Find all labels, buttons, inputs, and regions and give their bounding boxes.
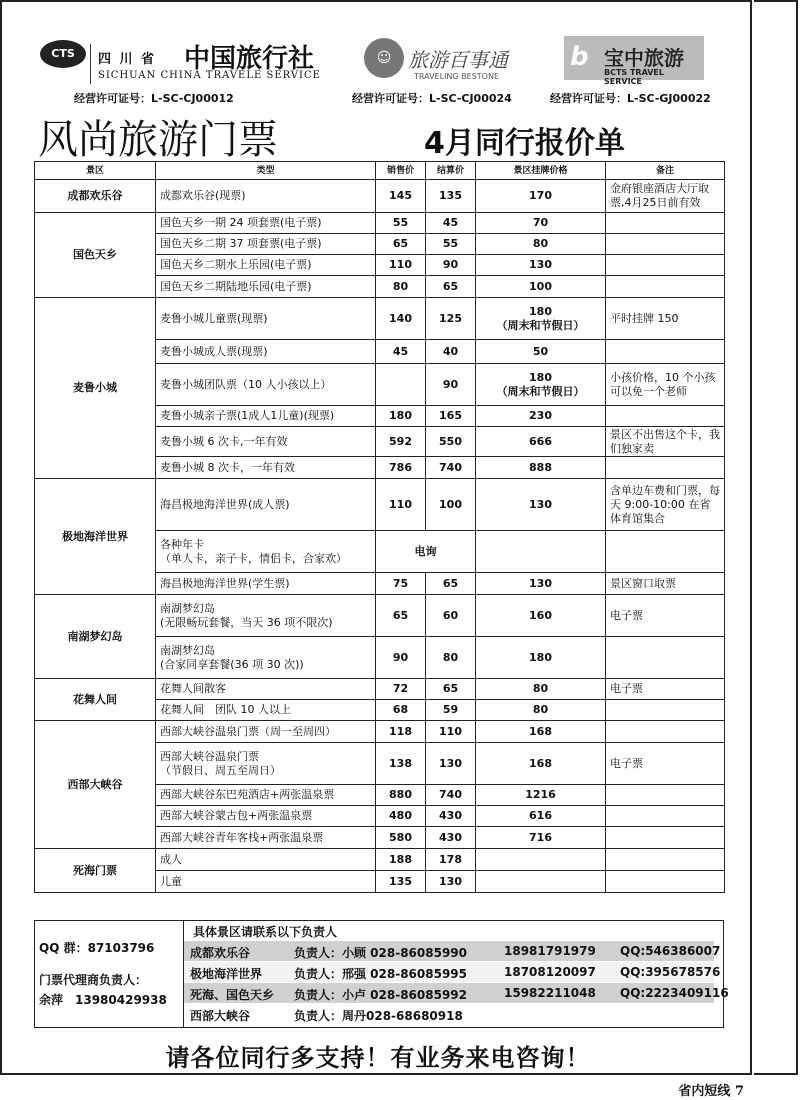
contact-row: 成都欢乐谷 负责人：小顾 028-86085990 18981791979 QQ:546386007 [184,941,714,961]
table-row: 死海门票 成人 188 178 [35,849,725,871]
contact-title: 具体景区请联系以下负责人 [193,925,338,939]
bcts-mark-icon: b [570,42,589,72]
table-row: 西部大峡谷温泉门票 （节假日、周五至周日） 138 130 168 电子票 [35,743,725,785]
agent-contact: 余萍 13980429938 [39,993,167,1007]
price-table [34,161,725,893]
scenic-cell: 花舞人间 [35,679,156,721]
header [34,12,734,104]
bestone-name: 旅游百事通 [408,48,508,72]
table-row: 海昌极地海洋世界(学生票) 75 65 130 景区窗口取票 [35,573,725,595]
table-row: 西部大峡谷 西部大峡谷温泉门票（周一至周四） 118 110 168 [35,721,725,743]
table-row: 西部大峡谷东巴苑酒店+两张温泉票 880 740 1216 [35,785,725,806]
slogan: 请各位同行多支持！有业务来电咨询！ [165,1044,591,1072]
scenic-cell: 极地海洋世界 [35,479,156,595]
title-row [34,108,724,163]
scenic-cell: 南湖梦幻岛 [35,595,156,679]
bestone-mascot-icon: ☺ [364,38,404,78]
cts-logo [34,12,334,82]
col-scenic: 景区 [35,162,156,180]
table-row: 麦鲁小城 6 次卡,一年有效 592 550 666 景区不出售这个卡，我们独家卖 [35,427,725,457]
table-row: 南湖梦幻岛 南湖梦幻岛 (无限畅玩套餐，当天 36 项不限次) 65 60 160 电子票 [35,595,725,637]
table-row: 西部大峡谷青年客栈+两张温泉票 580 430 716 [35,827,725,849]
table-row: 儿童 135 130 [35,871,725,893]
table-row: 麦鲁小城团队票（10 人小孩以上） 90 180 （周末和节假日） 小孩价格，10 个小孩可以免一个老师 [35,364,725,406]
bcts-logo [564,12,734,86]
table-row: 成都欢乐谷 成都欢乐谷(现票) 145 135 170 金府银座酒店大厅取票,4月25日前有效 [35,180,725,213]
bcts-name: 宝中旅游 [604,46,684,70]
table-row: 各种年卡 （单人卡，亲子卡，情侣卡，合家欢） 电询 [35,531,725,573]
contact-row: 西部大峡谷 负责人：周丹028-68680918 [190,1009,463,1023]
scenic-cell: 西部大峡谷 [35,721,156,849]
bestone-logo [364,12,544,82]
table-row: 麦鲁小城 8 次卡，一年有效 786 740 888 [35,457,725,479]
table-row: 麦鲁小城 麦鲁小城儿童票(现票) 140 125 180 （周末和节假日） 平时挂牌 150 [35,298,725,340]
scenic-cell: 成都欢乐谷 [35,180,156,213]
contact-row: 死海、国色天乡 负责人：小卢 028-86085992 15982211048 QQ:2223409116 [184,983,714,1003]
qq-group: QQ 群：87103796 [39,941,155,955]
table-row: 国色天乡二期水上乐园(电子票) 110 90 130 [35,255,725,276]
bestone-en-name: TRAVELING BESTONE [414,72,499,81]
table-row: 花舞人间 团队 10 人以上 68 59 80 [35,700,725,721]
table-row: 麦鲁小城亲子票(1成人1儿童)(现票) 180 165 230 [35,406,725,427]
agent-title: 门票代理商负责人： [39,973,148,987]
table-row: 花舞人间 花舞人间散客 72 65 80 电子票 [35,679,725,700]
cts-emblem-icon: CTS [40,40,86,68]
bcts-en-name: BCTS TRAVEL SERVICE [604,68,664,86]
license-1: 经营许可证号：L-SC-CJ00012 [74,92,234,105]
contact-row: 极地海洋世界 负责人：邢强 028-86085995 18708120097 QQ:395678576 [184,962,714,982]
table-row: 国色天乡 国色天乡一期 24 项套票(电子票) 55 45 70 [35,213,725,234]
page-footer: 省内短线 7 [678,1084,744,1099]
col-type: 类型 [156,162,376,180]
contact-box [34,920,729,1028]
license-3: 经营许可证号：L-SC-GJ00022 [550,92,711,105]
table-row: 国色天乡二期 37 项套票(电子票) 65 55 80 [35,234,725,255]
table-row: 西部大峡谷蒙古包+两张温泉票 480 430 616 [35,806,725,827]
side-margin-panel [754,0,798,1075]
col-list: 景区挂牌价格 [476,162,606,180]
table-header [35,162,725,180]
page-subtitle: 4月同行报价单 [424,126,625,161]
page-title: 风尚旅游门票 [38,117,278,163]
col-note: 备注 [606,162,725,180]
scenic-cell: 国色天乡 [35,213,156,298]
cts-en-name: SICHUAN CHINA TRAVELE SERVICE [98,70,321,81]
col-sale: 销售价 [376,162,426,180]
table-row: 极地海洋世界 海昌极地海洋世界(成人票) 110 100 130 含单边车费和门票，每天 9:00-10:00 在省体育馆集合 [35,479,725,531]
table-row: 南湖梦幻岛 (合家同享套餐(36 项 30 次)) 90 80 180 [35,637,725,679]
scenic-cell: 麦鲁小城 [35,298,156,479]
col-settle: 结算价 [426,162,476,180]
cts-province: 四 川 省 [98,52,157,67]
license-2: 经营许可证号：L-SC-CJ00024 [352,92,512,105]
cts-name: 中国旅行社 [184,44,315,74]
table-row: 麦鲁小城成人票(现票) 45 40 50 [35,340,725,364]
table-row: 国色天乡二期陆地乐园(电子票) 80 65 100 [35,276,725,298]
scenic-cell: 死海门票 [35,849,156,893]
